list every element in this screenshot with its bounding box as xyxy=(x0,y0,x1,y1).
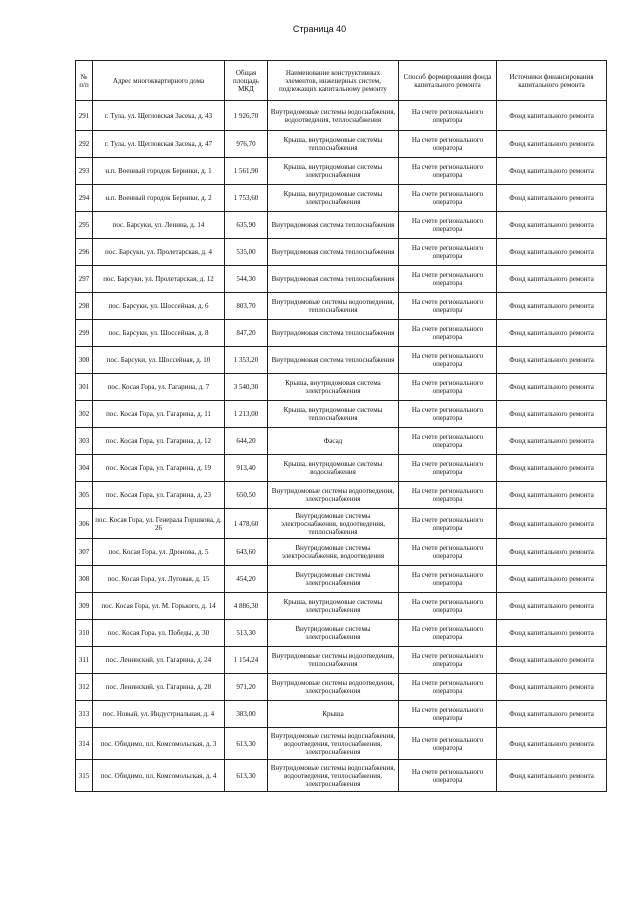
row-address: пос. Косая Гора, ул. Генерала Горшкова, д. 26 xyxy=(93,509,225,539)
table-row xyxy=(76,620,607,647)
row-funding-method: На счете регионального оператора xyxy=(399,239,497,266)
table-row xyxy=(76,760,607,792)
row-address: пос. Барсуки, ул. Пролетарская, д. 12 xyxy=(93,266,225,293)
row-area: 1 353,20 xyxy=(225,347,268,374)
row-number: 310 xyxy=(76,620,93,647)
row-address: пос. Барсуки, ул. Пролетарская, д. 4 xyxy=(93,239,225,266)
table-header-row xyxy=(76,61,607,101)
row-area: 643,60 xyxy=(225,539,268,566)
row-area: 913,40 xyxy=(225,455,268,482)
row-funding-source: Фонд капитального ремонта xyxy=(497,566,607,593)
row-number: 295 xyxy=(76,212,93,239)
row-funding-method: На счете регионального оператора xyxy=(399,539,497,566)
table-row xyxy=(76,185,607,212)
row-funding-source: Фонд капитального ремонта xyxy=(497,374,607,401)
row-area: 650,50 xyxy=(225,482,268,509)
table-row xyxy=(76,293,607,320)
table-row xyxy=(76,509,607,539)
row-funding-source: Фонд капитального ремонта xyxy=(497,293,607,320)
row-area: 635,90 xyxy=(225,212,268,239)
table-row xyxy=(76,428,607,455)
row-area: 613,30 xyxy=(225,760,268,792)
row-funding-source: Фонд капитального ремонта xyxy=(497,158,607,185)
table-row xyxy=(76,593,607,620)
row-funding-method: На счете регионального оператора xyxy=(399,482,497,509)
row-works: Внутридомовые системы электроснабжения xyxy=(268,566,399,593)
row-area: 535,00 xyxy=(225,239,268,266)
row-number: 313 xyxy=(76,701,93,728)
row-works: Крыша, внутридомовые системы электроснабжения xyxy=(268,185,399,212)
row-works: Внутридомовые системы электроснабжения xyxy=(268,620,399,647)
row-works: Внутридомовая система теплоснабжения xyxy=(268,320,399,347)
row-number: 315 xyxy=(76,760,93,792)
row-funding-method: На счете регионального оператора xyxy=(399,728,497,760)
row-address: пос. Барсуки, ул. Шоссейная, д. 6 xyxy=(93,293,225,320)
row-address: пос. Косая Гора, ул. Победы, д. 30 xyxy=(93,620,225,647)
row-funding-method: На счете регионального оператора xyxy=(399,101,497,131)
row-funding-method: На счете регионального оператора xyxy=(399,320,497,347)
row-works: Внутридомовые системы водоотведения, теплоснабжения xyxy=(268,293,399,320)
row-funding-method: На счете регионального оператора xyxy=(399,428,497,455)
row-funding-method: На счете регионального оператора xyxy=(399,212,497,239)
row-number: 298 xyxy=(76,293,93,320)
row-number: 304 xyxy=(76,455,93,482)
row-works: Внутридомовые системы водоснабжения, водоотведения, теплоснабжения xyxy=(268,101,399,131)
row-number: 300 xyxy=(76,347,93,374)
row-funding-method: На счете регионального оператора xyxy=(399,509,497,539)
row-works: Внутридомовая система теплоснабжения xyxy=(268,239,399,266)
row-area: 803,70 xyxy=(225,293,268,320)
row-works: Крыша, внутридомовые системы водоснабжения xyxy=(268,455,399,482)
row-address: пос. Барсуки, ул. Шоссейная, д. 8 xyxy=(93,320,225,347)
row-address: пос. Барсуки, ул. Ленина, д. 14 xyxy=(93,212,225,239)
table-row xyxy=(76,374,607,401)
row-number: 301 xyxy=(76,374,93,401)
row-funding-source: Фонд капитального ремонта xyxy=(497,185,607,212)
row-funding-method: На счете регионального оператора xyxy=(399,401,497,428)
table-row xyxy=(76,101,607,131)
header-address: Адрес многоквартирного дома xyxy=(93,61,225,101)
row-address: пос. Косая Гора, ул. Гагарина, д. 12 xyxy=(93,428,225,455)
row-funding-source: Фонд капитального ремонта xyxy=(497,428,607,455)
row-works: Крыша, внутридомовые системы электроснабжения xyxy=(268,158,399,185)
row-works: Внутридомовые системы электроснабжения, водоотведения, теплоснабжения xyxy=(268,509,399,539)
row-funding-source: Фонд капитального ремонта xyxy=(497,701,607,728)
row-area: 1 561,90 xyxy=(225,158,268,185)
row-funding-source: Фонд капитального ремонта xyxy=(497,674,607,701)
row-area: 513,30 xyxy=(225,620,268,647)
row-funding-source: Фонд капитального ремонта xyxy=(497,539,607,566)
table-row xyxy=(76,266,607,293)
table-row xyxy=(76,239,607,266)
page-title: Страница 40 xyxy=(292,24,347,34)
row-number: 294 xyxy=(76,185,93,212)
row-area: 971,20 xyxy=(225,674,268,701)
row-address: пос. Ленинский, ул. Гагарина, д. 28 xyxy=(93,674,225,701)
table-row xyxy=(76,566,607,593)
row-address: пос. Косая Гора, ул. Дронова, д. 5 xyxy=(93,539,225,566)
row-area: 1 154,24 xyxy=(225,647,268,674)
row-number: 293 xyxy=(76,158,93,185)
row-funding-source: Фонд капитального ремонта xyxy=(497,320,607,347)
row-works: Крыша, внутридомовые системы теплоснабжения xyxy=(268,401,399,428)
row-funding-source: Фонд капитального ремонта xyxy=(497,266,607,293)
header-area: Общая площадь МКД xyxy=(225,61,268,101)
row-funding-method: На счете регионального оператора xyxy=(399,158,497,185)
row-area: 976,70 xyxy=(225,131,268,158)
row-works: Внутридомовая система теплоснабжения xyxy=(268,347,399,374)
row-address: пос. Обидимо, пл. Комсомольская, д. 4 xyxy=(93,760,225,792)
table-row xyxy=(76,320,607,347)
table-row xyxy=(76,347,607,374)
row-funding-method: На счете регионального оператора xyxy=(399,293,497,320)
row-works: Внутридомовая система теплоснабжения xyxy=(268,266,399,293)
row-number: 297 xyxy=(76,266,93,293)
row-address: г. Тула, ул. Щегловская Засека, д. 47 xyxy=(93,131,225,158)
row-address: пос. Новый, ул. Индустриальная, д. 4 xyxy=(93,701,225,728)
row-address: пос. Обидимо, пл. Комсомольская, д. 3 xyxy=(93,728,225,760)
row-funding-source: Фонд капитального ремонта xyxy=(497,401,607,428)
row-funding-source: Фонд капитального ремонта xyxy=(497,620,607,647)
row-funding-source: Фонд капитального ремонта xyxy=(497,760,607,792)
row-works: Крыша, внутридомовая система электроснабжения xyxy=(268,374,399,401)
row-funding-source: Фонд капитального ремонта xyxy=(497,212,607,239)
header-method: Способ формирования фонда капитального ремонта xyxy=(399,61,497,101)
row-works: Крыша, внутридомовые системы электроснабжения xyxy=(268,593,399,620)
row-address: пос. Косая Гора, ул. Луговая, д. 15 xyxy=(93,566,225,593)
header-works: Наименование конструктивных элементов, инженерных систем, подлежащих капитальному ремонту xyxy=(268,61,399,101)
table-row xyxy=(76,131,607,158)
row-address: пос. Косая Гора, ул. Гагарина, д. 11 xyxy=(93,401,225,428)
row-funding-method: На счете регионального оператора xyxy=(399,566,497,593)
row-works: Внутридомовые системы водоснабжения, водоотведения, теплоснабжения, электроснабжения xyxy=(268,760,399,792)
row-works: Внутридомовые системы водоотведения, электроснабжения xyxy=(268,674,399,701)
row-works: Внутридомовые системы водоотведения, электроснабжения xyxy=(268,482,399,509)
row-funding-source: Фонд капитального ремонта xyxy=(497,131,607,158)
row-funding-method: На счете регионального оператора xyxy=(399,185,497,212)
row-area: 613,30 xyxy=(225,728,268,760)
row-number: 292 xyxy=(76,131,93,158)
table-row xyxy=(76,212,607,239)
row-number: 311 xyxy=(76,647,93,674)
row-address: н.п. Военный городок Берники, д. 2 xyxy=(93,185,225,212)
table-row xyxy=(76,674,607,701)
row-funding-source: Фонд капитального ремонта xyxy=(497,101,607,131)
row-works: Внутридомовые системы электроснабжения, водоотведения xyxy=(268,539,399,566)
row-area: 644,20 xyxy=(225,428,268,455)
row-number: 303 xyxy=(76,428,93,455)
row-funding-source: Фонд капитального ремонта xyxy=(497,239,607,266)
row-funding-method: На счете регионального оператора xyxy=(399,266,497,293)
row-area: 544,30 xyxy=(225,266,268,293)
row-address: пос. Косая Гора, ул. Гагарина, д. 7 xyxy=(93,374,225,401)
row-funding-method: На счете регионального оператора xyxy=(399,347,497,374)
row-funding-source: Фонд капитального ремонта xyxy=(497,593,607,620)
row-address: н.п. Военный городок Берники, д. 1 xyxy=(93,158,225,185)
row-area: 847,20 xyxy=(225,320,268,347)
row-address: пос. Косая Гора, ул. Гагарина, д. 23 xyxy=(93,482,225,509)
row-works: Внутридомовые системы водоснабжения, водоотведения, теплоснабжения, электроснабжения xyxy=(268,728,399,760)
row-number: 299 xyxy=(76,320,93,347)
row-number: 291 xyxy=(76,101,93,131)
row-funding-source: Фонд капитального ремонта xyxy=(497,647,607,674)
row-funding-source: Фонд капитального ремонта xyxy=(497,347,607,374)
row-funding-method: На счете регионального оператора xyxy=(399,701,497,728)
table-row xyxy=(76,158,607,185)
header-source: Источники финансирования капитального ремонта xyxy=(497,61,607,101)
row-number: 308 xyxy=(76,566,93,593)
row-number: 314 xyxy=(76,728,93,760)
row-funding-method: На счете регионального оператора xyxy=(399,455,497,482)
row-works: Внутридомовая система теплоснабжения xyxy=(268,212,399,239)
row-number: 305 xyxy=(76,482,93,509)
row-number: 302 xyxy=(76,401,93,428)
row-funding-method: На счете регионального оператора xyxy=(399,620,497,647)
row-works: Фасад xyxy=(268,428,399,455)
row-number: 309 xyxy=(76,593,93,620)
row-area: 3 540,30 xyxy=(225,374,268,401)
repair-registry-table xyxy=(75,60,607,792)
row-works: Крыша, внутридомовые системы теплоснабжения xyxy=(268,131,399,158)
row-funding-method: На счете регионального оператора xyxy=(399,760,497,792)
row-area: 1 926,70 xyxy=(225,101,268,131)
row-funding-method: На счете регионального оператора xyxy=(399,593,497,620)
header-num: № п/п xyxy=(76,61,93,101)
row-funding-method: На счете регионального оператора xyxy=(399,647,497,674)
row-works: Крыша xyxy=(268,701,399,728)
row-funding-source: Фонд капитального ремонта xyxy=(497,455,607,482)
table-row xyxy=(76,482,607,509)
row-area: 454,20 xyxy=(225,566,268,593)
row-works: Внутридомовые системы водоотведения, теплоснабжения xyxy=(268,647,399,674)
row-area: 1 213,00 xyxy=(225,401,268,428)
table-row xyxy=(76,455,607,482)
table-row xyxy=(76,401,607,428)
row-area: 1 753,60 xyxy=(225,185,268,212)
row-number: 306 xyxy=(76,509,93,539)
row-address: г. Тула, ул. Щегловская Засека, д. 43 xyxy=(93,101,225,131)
row-funding-method: На счете регионального оператора xyxy=(399,674,497,701)
row-funding-method: На счете регионального оператора xyxy=(399,131,497,158)
row-area: 383,00 xyxy=(225,701,268,728)
row-number: 307 xyxy=(76,539,93,566)
row-number: 296 xyxy=(76,239,93,266)
table-body xyxy=(76,101,607,792)
table-row xyxy=(76,701,607,728)
table-row xyxy=(76,647,607,674)
row-address: пос. Барсуки, ул. Шоссейная, д. 10 xyxy=(93,347,225,374)
row-number: 312 xyxy=(76,674,93,701)
row-funding-source: Фонд капитального ремонта xyxy=(497,728,607,760)
row-address: пос. Ленинский, ул. Гагарина, д. 24 xyxy=(93,647,225,674)
row-address: пос. Косая Гора, ул. М. Горького, д. 14 xyxy=(93,593,225,620)
row-area: 4 886,30 xyxy=(225,593,268,620)
row-funding-source: Фонд капитального ремонта xyxy=(497,509,607,539)
row-funding-source: Фонд капитального ремонта xyxy=(497,482,607,509)
row-area: 1 478,60 xyxy=(225,509,268,539)
table-row xyxy=(76,539,607,566)
table-row xyxy=(76,728,607,760)
row-funding-method: На счете регионального оператора xyxy=(399,374,497,401)
row-address: пос. Косая Гора, ул. Гагарина, д. 19 xyxy=(93,455,225,482)
